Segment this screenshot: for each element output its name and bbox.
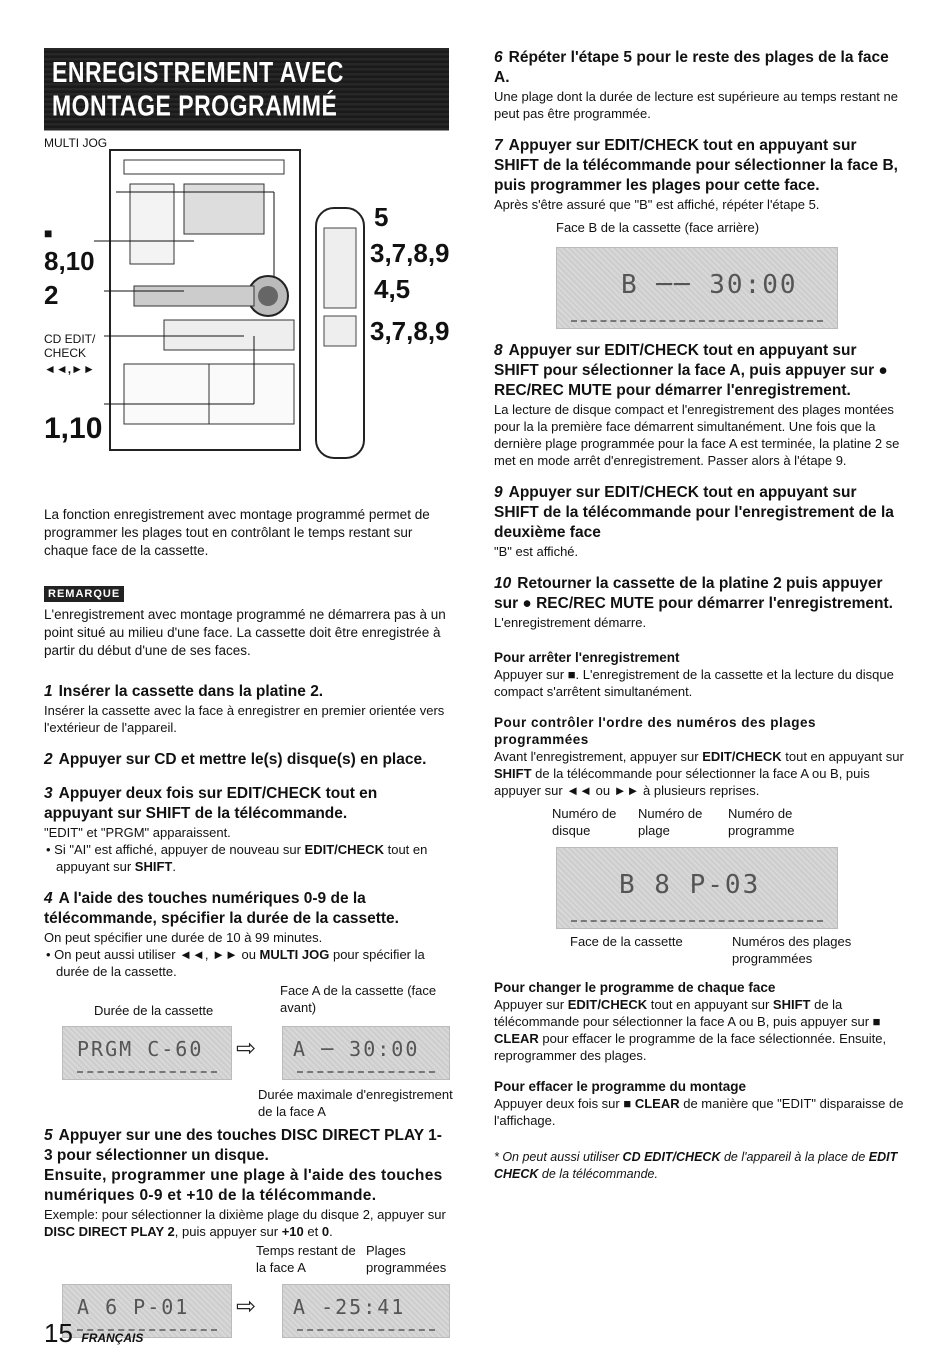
left-column <box>44 44 453 1338</box>
callout-3789-b: 3,7,8,9 <box>370 316 450 346</box>
stop-body: Appuyer sur ■. L'enregistrement de la cassette et la lecture du disque compact s'arrêtent simultanément. <box>494 667 894 699</box>
step-heading-2: Ensuite, programmer une plage à l'aide des touches numériques 0-9 et +10 de la télécommande. <box>44 1167 443 1204</box>
step-body: "EDIT" et "PRGM" apparaissent. <box>44 825 231 840</box>
lcd-caption: Face A de la cassette (face avant) <box>280 983 437 1015</box>
erase-heading: Pour effacer le programme du montage <box>494 1079 747 1094</box>
step-number: 10 <box>494 575 512 592</box>
step-body: On peut spécifier une durée de 10 à 99 minutes. <box>44 930 323 945</box>
lcd-display-face-b <box>556 247 838 329</box>
step-body: "B" est affiché. <box>494 544 579 559</box>
lcd-display-order <box>556 847 838 929</box>
step-number: 9 <box>494 484 503 501</box>
lcd-figure-step7 <box>494 219 904 331</box>
lcd-caption: Durée de la cassette <box>94 1003 214 1018</box>
multi-jog-label: MULTI JOG <box>44 136 108 150</box>
lcd-caption: Numéro de disque <box>552 806 617 838</box>
note-text: L'enregistrement avec montage programmé ne démarrera pas à un point situé au milieu d'une face. La cassette doit être enregistrée à partir du début d'une de ses faces. <box>44 607 446 658</box>
step-number: 6 <box>494 49 503 66</box>
skip-symbols: ◄◄,►► <box>44 362 95 376</box>
stop-symbol: ■ <box>44 225 53 241</box>
step-number: 5 <box>44 1127 53 1144</box>
lcd-readout: B ── 30:00 <box>621 270 798 300</box>
language-label: FRANÇAIS <box>81 1331 144 1345</box>
lcd-dashes <box>297 1329 435 1331</box>
step-body: La lecture de disque compact et l'enregistrement des plages montées pour la la première face démarrent simultanément. Une fois que la dernière plage programmée pour la face A est terminée, la platine 2 se met en mode arrêt d'enregistrement. Passer alors à l'étape 9. <box>494 402 900 468</box>
lcd-caption: Temps restant de la face A <box>256 1243 356 1275</box>
order-heading: Pour contrôler l'ordre des numéros des plages programmées <box>494 715 817 747</box>
step-number: 8 <box>494 342 503 359</box>
step-body: Après s'être assuré que "B" est affiché, répéter l'étape 5. <box>494 197 820 212</box>
step-2 <box>44 750 449 770</box>
step-heading: Retourner la cassette de la platine 2 puis appuyer sur ● REC/REC MUTE pour démarrer l'enregistrement. <box>494 575 893 612</box>
check-label: CHECK <box>44 346 87 360</box>
callout-1-10: 1,10 <box>44 412 103 445</box>
step-body: Une plage dont la durée de lecture est supérieure au temps restant ne peut pas être programmée. <box>494 89 898 121</box>
step-body: L'enregistrement démarre. <box>494 615 647 630</box>
lcd-dashes <box>571 320 823 322</box>
callout-8-10: 8,10 <box>44 246 95 276</box>
step-10 <box>494 574 904 631</box>
lcd-caption: Numéros des plages programmées <box>732 934 852 966</box>
arrow-right-icon: ⇨ <box>236 1035 257 1062</box>
lcd-dashes <box>77 1071 217 1073</box>
footnote: * On peut aussi utiliser CD EDIT/CHECK de l'appareil à la place de EDIT CHECK de la télécommande. <box>494 1150 898 1181</box>
step-heading: Insérer la cassette dans la platine 2. <box>58 683 324 700</box>
step-heading: Appuyer sur CD et mettre le(s) disque(s) en place. <box>58 751 427 768</box>
step-9 <box>494 483 904 560</box>
lcd-readout: A 6 P-01 <box>77 1295 190 1319</box>
step-heading: Appuyer deux fois sur EDIT/CHECK tout en appuyant sur SHIFT de la télécommande. <box>44 785 378 822</box>
callout-5: 5 <box>374 202 389 232</box>
note-badge: REMARQUE <box>44 586 124 602</box>
change-heading: Pour changer le programme de chaque face <box>494 980 776 995</box>
lcd-readout: A -25:41 <box>293 1295 406 1319</box>
page-footer <box>44 1318 143 1349</box>
lcd-dashes <box>571 920 823 922</box>
lcd-caption: Face de la cassette <box>570 934 683 949</box>
step-body: Exemple: pour sélectionner la dixième plage du disque 2, appuyer sur DISC DIRECT PLAY 2, puis appuyer sur +10 et 0. <box>44 1207 446 1239</box>
step-number: 4 <box>44 890 53 907</box>
step-number: 1 <box>44 683 53 700</box>
lcd-display-face-a <box>282 1026 450 1080</box>
step-5 <box>44 1126 449 1240</box>
step-heading: A l'aide des touches numériques 0-9 de la télécommande, spécifier la durée de la cassette. <box>44 890 399 927</box>
lcd-caption: Face B de la cassette (face arrière) <box>556 220 760 235</box>
erase-body: Appuyer deux fois sur ■ CLEAR de manière que "EDIT" disparaisse de l'affichage. <box>494 1096 904 1128</box>
step-number: 7 <box>494 137 503 154</box>
callout-3789-a: 3,7,8,9 <box>370 238 450 268</box>
intro-paragraph: La fonction enregistrement avec montage programmé permet de programmer les plages tout en contrôlant le temps restant sur chaque face de la cassette. <box>44 507 430 558</box>
lcd-readout: A ─ 30:00 <box>293 1037 420 1061</box>
step-3 <box>44 784 449 875</box>
section-title: ENREGISTREMENT AVEC MONTAGE PROGRAMMÉ <box>44 48 449 131</box>
stop-heading: Pour arrêter l'enregistrement <box>494 650 680 665</box>
callout-4-5: 4,5 <box>374 274 411 304</box>
step-heading: Appuyer sur EDIT/CHECK tout en appuyant sur SHIFT de la télécommande pour sélectionner la face B, puis programmer les plages pour cette face. <box>494 137 898 194</box>
lcd-display-duration <box>62 1026 232 1080</box>
lcd-dashes <box>297 1071 435 1073</box>
lcd-display-remaining <box>282 1284 450 1338</box>
change-body: Appuyer sur EDIT/CHECK tout en appuyant sur SHIFT de la télécommande pour sélectionner la face A ou B, puis appuyer sur ■ CLEAR pour effacer le programme de la face sélectionnée. Ensuite, reprogrammer des plages. <box>494 997 887 1063</box>
step-8 <box>494 341 904 469</box>
lcd-figure-step4 <box>44 982 453 1122</box>
callout-2: 2 <box>44 280 59 310</box>
lcd-figure-order <box>494 805 904 969</box>
step-body: Insérer la cassette avec la face à enregistrer en premier orientée vers l'extérieur de l'appareil. <box>44 703 445 735</box>
step-number: 3 <box>44 785 53 802</box>
step-heading: Appuyer sur EDIT/CHECK tout en appuyant sur SHIFT pour sélectionner la face A, puis appuyer sur ● REC/REC MUTE pour démarrer l'enregistrement. <box>494 342 888 399</box>
step-heading: Appuyer sur une des touches DISC DIRECT PLAY 1-3 pour sélectionner un disque. <box>44 1127 442 1164</box>
step-6 <box>494 48 904 122</box>
step-bullet: • On peut aussi utiliser ◄◄, ►► ou MULTI JOG pour spécifier la durée de la cassette. <box>46 947 425 979</box>
step-bullet: • Si "AI" est affiché, appuyer de nouveau sur EDIT/CHECK tout en appuyant sur SHIFT. <box>46 842 428 874</box>
lcd-caption: Plages programmées <box>366 1243 447 1275</box>
lcd-caption: Numéro de programme <box>728 806 795 838</box>
step-7 <box>494 136 904 213</box>
stereo-illustration <box>44 136 449 466</box>
step-heading: Répéter l'étape 5 pour le reste des plages de la face A. <box>494 49 889 86</box>
right-column <box>494 44 904 1183</box>
step-4 <box>44 889 449 980</box>
cd-edit-label: CD EDIT/ <box>44 332 96 346</box>
page-number: 15 <box>44 1318 73 1348</box>
arrow-right-icon: ⇨ <box>236 1293 257 1320</box>
step-heading: Appuyer sur EDIT/CHECK tout en appuyant sur SHIFT de la télécommande pour l'enregistrement de la deuxième face <box>494 484 894 541</box>
order-body: Avant l'enregistrement, appuyer sur EDIT/CHECK tout en appuyant sur SHIFT de la télécommande pour sélectionner la face A ou B, puis appuyer sur ◄◄ ou ►► à plusieurs reprises. <box>494 749 904 798</box>
lcd-caption: Durée maximale d'enregistrement de la face A <box>258 1087 453 1119</box>
lcd-readout: PRGM C-60 <box>77 1037 204 1061</box>
lcd-readout: B 8 P-03 <box>619 870 761 900</box>
lcd-caption: Numéro de plage <box>638 806 703 838</box>
step-number: 2 <box>44 751 53 768</box>
step-1 <box>44 682 449 736</box>
